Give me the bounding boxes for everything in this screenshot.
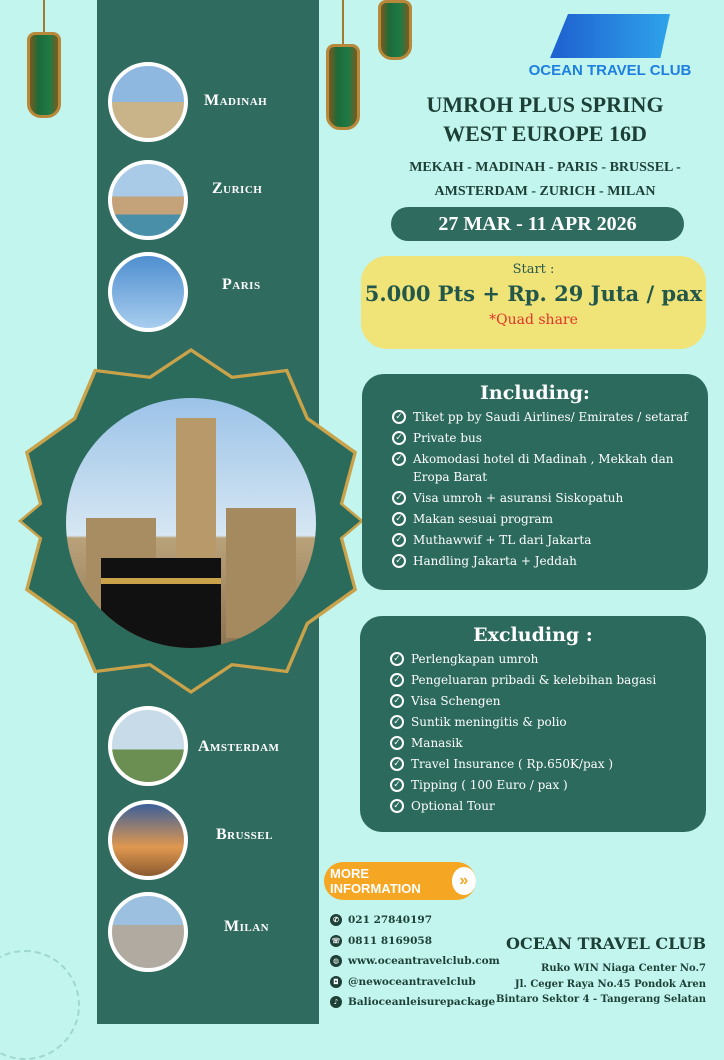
including-item [392,489,708,507]
check-circle-icon: ✓ [390,799,404,813]
check-circle-icon: ✓ [392,452,406,466]
lantern-icon [326,44,360,130]
contact-item [330,992,500,1013]
title-line-1: UMROH PLUS SPRING [426,92,664,117]
contact-item [330,910,500,931]
madinah-photo [108,62,188,142]
milan-photo [108,892,188,972]
excluding-panel [360,616,706,832]
phone-icon: ✆ [330,914,342,926]
city-amsterdam [108,706,280,786]
instagram-icon: ◘ [330,976,342,988]
item-text: Tipping ( 100 Euro / pax ) [411,778,568,792]
price-amount: 5.000 Pts + Rp. 29 Juta / pax [364,281,703,306]
excluding-item [390,734,706,752]
whatsapp-icon: ☏ [331,935,341,945]
item-text: Handling Jakarta + Jeddah [413,554,577,568]
check-circle-icon: ✓ [390,757,404,771]
check-circle-icon: ✓ [390,715,404,729]
route [370,156,720,204]
excluding-item [390,713,706,731]
city-zurich [108,160,263,240]
brussel-photo [108,800,188,880]
globe-icon: ◍ [330,955,342,967]
item-text: Optional Tour [411,799,495,813]
including-item [392,450,708,486]
contact-text: www.oceantravelclub.com [348,955,500,968]
excluding-item [390,797,706,815]
company-address-2: Jl. Ceger Raya No.45 Pondok Aren [514,978,706,990]
city-label: Brussel [216,826,273,843]
contact-item [330,972,500,993]
check-circle-icon: ✓ [392,410,406,424]
company-address-1: Ruko WIN Niaga Center No.7 [541,963,706,974]
date-badge: 27 MAR - 11 APR 2026 [391,207,684,241]
lantern-chain [43,0,45,32]
including-item [392,531,708,549]
check-circle-icon: ✓ [390,778,404,792]
including-panel [362,374,708,590]
contact-text: 0811 8169058 [348,934,433,947]
check-circle-icon: ✓ [390,736,404,750]
city-label: Milan [224,918,270,935]
excluding-item [390,650,706,668]
item-text: Makan sesuai program [413,512,553,526]
zurich-photo [108,160,188,240]
including-item [392,510,708,528]
package-title [370,90,720,148]
more-information-button[interactable] [324,862,476,900]
excluding-item [390,776,706,794]
lantern-chain [342,0,344,44]
mandala-ornament [0,950,80,1060]
company-address-3: Bintaro Sektor 4 - Tangerang Selatan [496,994,706,1005]
company-info [496,934,706,1008]
makkah-clock-tower-photo [66,398,316,648]
including-item [392,552,708,570]
check-circle-icon: ✓ [392,512,406,526]
excluding-item [390,755,706,773]
city-label: Madinah [204,92,268,109]
route-line-1: MEKAH - MADINAH - PARIS - BRUSSEL - [409,160,681,175]
check-circle-icon: ✓ [392,491,406,505]
company-name: OCEAN TRAVEL CLUB [506,934,706,953]
city-label: Amsterdam [198,738,280,755]
excluding-item [390,671,706,689]
contact-text: Balioceanleisurepackage [348,996,496,1009]
price-box [361,256,706,349]
item-text: Suntik meningitis & polio [411,715,567,729]
item-text: Manasik [411,736,463,750]
contact-text: 021 27840197 [348,914,433,927]
logo-name: OCEAN TRAVEL CLUB [528,62,692,79]
city-brussel [108,800,273,880]
check-circle-icon: ✓ [390,694,404,708]
logo-mark [550,14,670,58]
chevron-right-icon: » [452,867,476,895]
amsterdam-photo [108,706,188,786]
item-text: Pengeluaran pribadi & kelebihan bagasi [411,673,657,687]
contact-item [330,931,500,952]
check-circle-icon: ✓ [392,554,406,568]
item-text: Akomodasi hotel di Madinah , Mekkah dan Eropa Barat [413,452,674,484]
contact-list [330,910,500,1013]
contact-text: @newoceantravelclub [348,975,476,988]
title-line-2: WEST EUROPE 16D [443,121,647,146]
lantern-icon [378,0,412,60]
route-line-2: AMSTERDAM - ZURICH - MILAN [434,184,656,199]
item-text: Visa umroh + asuransi Siskopatuh [413,491,624,505]
city-label: Zurich [212,180,263,197]
check-circle-icon: ✓ [392,431,406,445]
city-madinah [108,62,268,142]
price-note: *Quad share [489,312,578,328]
lantern-icon [27,32,61,118]
paris-photo [108,252,188,332]
excluding-item [390,692,706,710]
item-text: Visa Schengen [411,694,501,708]
price-label: Start : [512,262,555,277]
excluding-title: Excluding : [473,624,593,646]
check-circle-icon: ✓ [390,652,404,666]
including-item [392,408,708,426]
city-paris [108,252,261,332]
item-text: Tiket pp by Saudi Airlines/ Emirates / setaraf [413,410,688,424]
item-text: Muthawwif + TL dari Jakarta [413,533,592,547]
including-item [392,429,708,447]
brand-logo [520,14,700,79]
check-circle-icon: ✓ [390,673,404,687]
check-circle-icon: ✓ [392,533,406,547]
tiktok-icon: ♪ [330,996,342,1008]
item-text: Perlengkapan umroh [411,652,539,666]
more-information-label: MORE INFORMATION [330,866,421,896]
city-milan [108,892,270,972]
including-title: Including: [480,382,590,404]
city-label: Paris [222,276,261,293]
item-text: Travel Insurance ( Rp.650K/pax ) [411,757,614,771]
contact-item [330,951,500,972]
item-text: Private bus [413,431,482,445]
